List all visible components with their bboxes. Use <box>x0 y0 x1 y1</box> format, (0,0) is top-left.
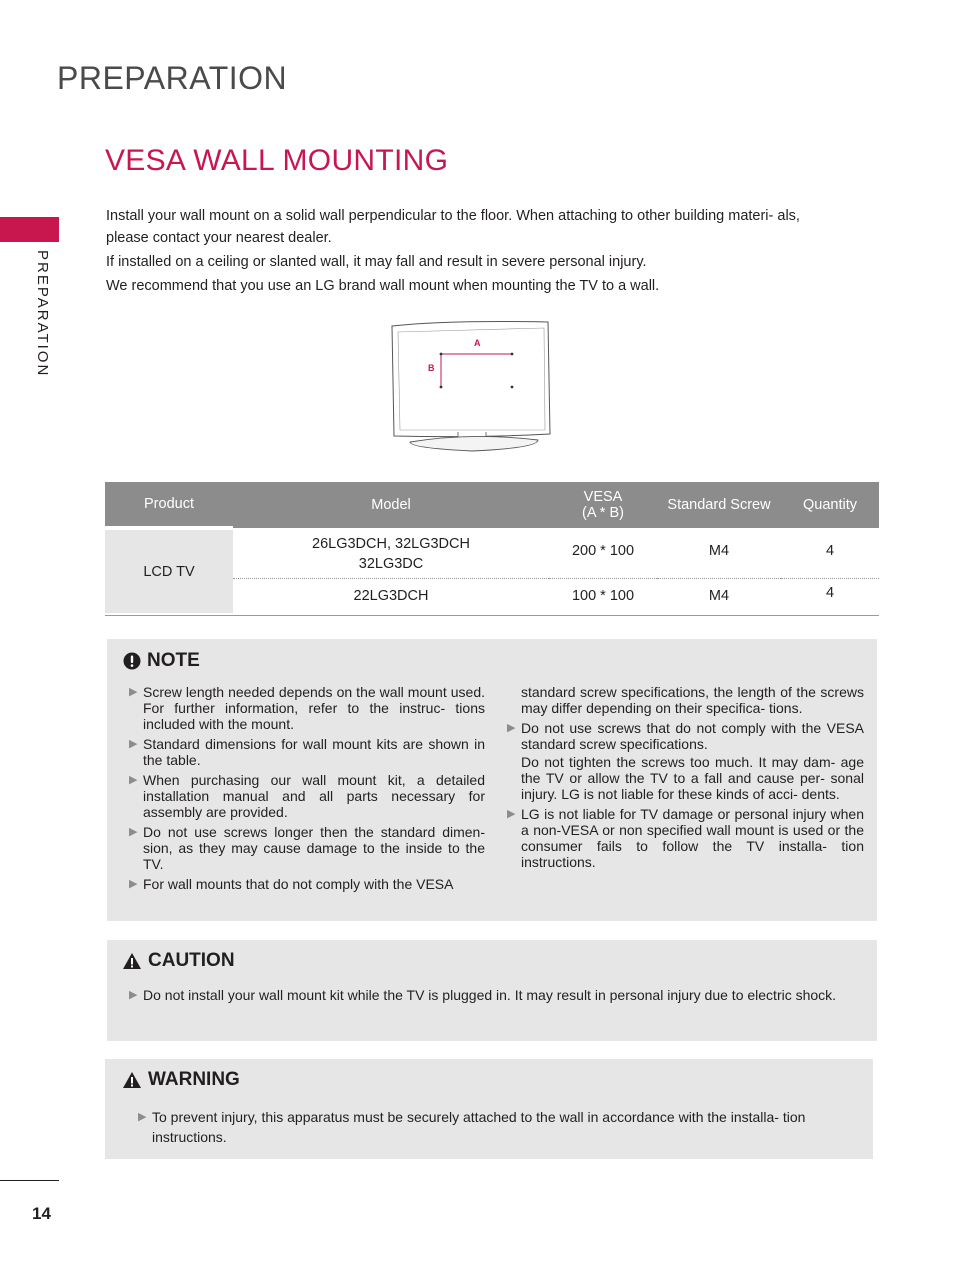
list-item <box>504 720 864 752</box>
page-number: 14 <box>32 1204 51 1223</box>
model-cell <box>233 528 549 579</box>
product-cell: LCD TV <box>105 528 233 613</box>
list-item <box>126 684 485 732</box>
warning-text: To prevent injury, this apparatus must be securely attached to the wall in accordance with the installa- tion instructions. <box>152 1109 806 1145</box>
intro-text <box>106 205 826 299</box>
column-header-vesa <box>549 482 657 528</box>
note-text: For wall mounts that do not comply with the VESA <box>143 876 454 892</box>
bullet-arrow-icon: ▶ <box>129 878 138 890</box>
vesa-spec-table <box>105 482 879 613</box>
bullet-arrow-icon: ▶ <box>507 722 516 734</box>
note-title: NOTE <box>147 650 200 671</box>
screw-cell: M4 <box>708 588 730 604</box>
column-header-model: Model <box>233 482 549 528</box>
note-text: Do not tighten the screws too much. It may dam- age the TV or allow the TV to a fall and cause per- sonal injury. LG is not liable for these kinds of acci- dents. <box>521 754 864 802</box>
caution-box <box>107 940 877 1041</box>
list-item <box>126 824 485 872</box>
bullet-arrow-icon: ▶ <box>129 686 138 698</box>
table-header-row <box>105 482 879 528</box>
footer-rule <box>0 1180 59 1181</box>
warning-triangle-icon <box>122 1071 142 1089</box>
warning-list <box>135 1107 847 1151</box>
column-header-product: Product <box>105 482 233 528</box>
note-text: Screw length needed depends on the wall mount used. For further information, refer to the instruc- tions included with the mount. <box>143 684 485 732</box>
model-line: 26LG3DCH, 32LG3DCH <box>312 536 470 552</box>
note-left-column <box>126 684 485 896</box>
tv-rear-diagram <box>388 320 554 456</box>
bullet-arrow-icon: ▶ <box>129 826 138 838</box>
note-box <box>107 639 877 921</box>
vesa-cell: 100 * 100 <box>571 588 635 604</box>
note-text: Do not use screws longer then the standard dimen- sion, as they may cause damage to the inside to the TV. <box>143 824 485 872</box>
warning-box <box>105 1059 873 1159</box>
intro-paragraph: Install your wall mount on a solid wall perpendicular to the floor. When attaching to other building materi- als, please contact your nearest dealer. <box>106 208 800 246</box>
caution-title: CAUTION <box>148 950 235 971</box>
warning-title: WARNING <box>148 1069 240 1090</box>
bullet-arrow-icon: ▶ <box>129 989 138 1001</box>
list-item <box>126 876 485 892</box>
vesa-cell: 200 * 100 <box>549 528 657 579</box>
caution-list <box>126 985 866 1009</box>
note-text: Standard dimensions for wall mount kits are shown in the table. <box>143 736 485 768</box>
note-right-column <box>504 684 864 874</box>
screw-cell: M4 <box>657 528 781 579</box>
quantity-cell: 4 <box>781 528 879 579</box>
model-cell: 22LG3DCH <box>353 588 429 604</box>
exclamation-icon <box>123 652 141 670</box>
note-text: Do not use screws that do not comply with the VESA standard screw specifications. <box>521 720 864 752</box>
side-tab-marker <box>0 217 59 242</box>
note-heading <box>123 650 200 672</box>
column-header-quantity: Quantity <box>781 482 879 528</box>
warning-triangle-icon <box>122 952 142 970</box>
dimension-label-a: A <box>474 338 481 348</box>
section-title: VESA WALL MOUNTING <box>105 144 449 177</box>
bullet-arrow-icon: ▶ <box>507 808 516 820</box>
table-row <box>105 528 879 579</box>
note-text: LG is not liable for TV damage or personal injury when a non-VESA or non specified wall mount is used or the consumer fails to follow the TV installa- tion instructions. <box>521 806 864 870</box>
intro-paragraph: We recommend that you use an LG brand wall mount when mounting the TV to a wall. <box>106 278 660 294</box>
vesa-header-line: (A * B) <box>582 505 624 521</box>
bullet-arrow-icon: ▶ <box>129 738 138 750</box>
intro-paragraph: If installed on a ceiling or slanted wall, it may fall and result in severe personal injury. <box>106 254 647 270</box>
list-item <box>126 985 866 1005</box>
list-item <box>126 736 485 768</box>
bullet-arrow-icon: ▶ <box>129 774 138 786</box>
bullet-arrow-icon: ▶ <box>138 1111 147 1123</box>
list-item <box>126 772 485 820</box>
vesa-header-line: VESA <box>583 489 623 505</box>
column-header-screw: Standard Screw <box>657 482 781 528</box>
list-item <box>504 806 864 870</box>
side-tab-label: PREPARATION <box>34 250 51 378</box>
list-item <box>135 1107 847 1147</box>
dimension-label-b: B <box>428 363 435 373</box>
caution-heading <box>122 950 235 972</box>
table-bottom-rule <box>105 615 879 616</box>
page-header-title: PREPARATION <box>57 60 288 96</box>
note-text: standard screw specifications, the length of the screws may differ depending on their specifica- tions. <box>521 684 864 716</box>
warning-heading <box>122 1069 240 1091</box>
quantity-cell: 4 <box>825 585 835 601</box>
model-line: 32LG3DC <box>358 556 424 572</box>
note-text: When purchasing our wall mount kit, a detailed installation manual and all parts necessary for assembly are provided. <box>143 772 485 820</box>
caution-text: Do not install your wall mount kit while the TV is plugged in. It may result in personal injury due to electric shock. <box>143 987 837 1003</box>
